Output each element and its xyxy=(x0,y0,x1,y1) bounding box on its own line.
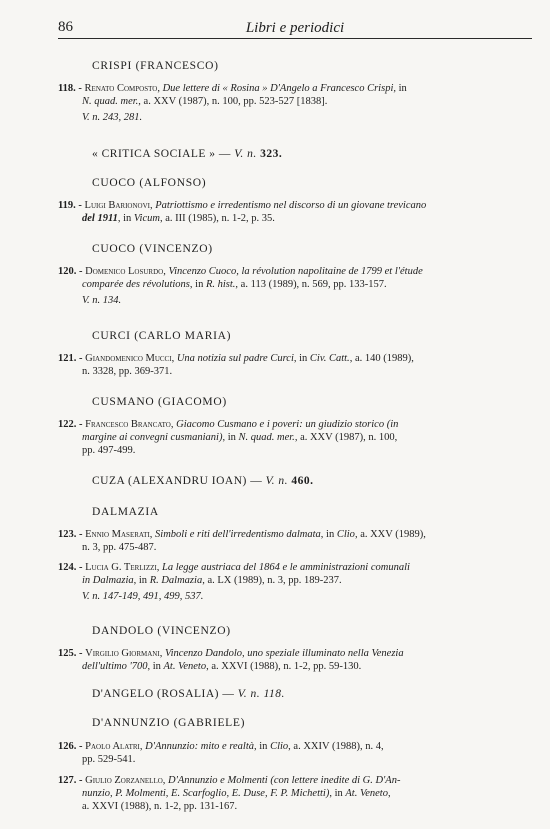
text-run: , xyxy=(159,648,165,659)
entry-line xyxy=(58,800,530,813)
text-run: Civ. Catt. xyxy=(309,353,350,364)
text-run: Ennio Maserati xyxy=(85,529,150,540)
entry-line xyxy=(58,561,530,574)
text-run: 121. - xyxy=(58,353,86,364)
section-heading: CUOCO (ALFONSO) xyxy=(92,177,207,189)
text-run: , a. 140 (1989), xyxy=(349,353,414,364)
text-run: N. quad. mer. xyxy=(82,96,139,107)
section-heading: DANDOLO (VINCENZO) xyxy=(92,625,231,637)
text-run: in xyxy=(395,83,407,94)
text-run: V. n. xyxy=(265,475,292,487)
text-run: « CRITICA SOCIALE » — xyxy=(92,148,235,160)
text-run: 118. xyxy=(263,688,285,700)
text-run: , xyxy=(157,83,163,94)
entry-line xyxy=(58,541,530,554)
text-run: Vincenzo Dandolo, uno speziale illuminato nella Venezia xyxy=(164,648,404,659)
text-run: D'Annunzio: mito e realtà xyxy=(145,741,255,752)
entry-line xyxy=(58,431,530,444)
text-run: , in xyxy=(147,661,164,672)
entry-line xyxy=(58,660,530,673)
see-also-line xyxy=(58,111,530,124)
running-title: Libri e periodici xyxy=(245,20,345,36)
entry-line xyxy=(58,365,530,378)
page-number: 86 xyxy=(58,19,73,35)
bibliography-entry xyxy=(58,199,530,225)
text-run: Lucia G. Terlizzi xyxy=(85,562,157,573)
entry-line xyxy=(58,265,530,278)
entry-line xyxy=(58,740,530,753)
text-run: At. Veneto xyxy=(345,788,388,799)
bibliography-entry xyxy=(58,740,530,766)
text-run: 460. xyxy=(291,475,314,487)
text-run: , a. XXV (1989), xyxy=(354,529,426,540)
text-run: Una notizia sul padre Curci xyxy=(176,353,294,364)
bibliography-entry xyxy=(58,528,530,554)
text-run: R. Dalmazia xyxy=(149,575,203,586)
text-run: Luigi Barionovi xyxy=(84,200,150,211)
bibliography-entry xyxy=(58,82,530,124)
text-run: , xyxy=(170,419,177,430)
text-run: , in xyxy=(117,213,134,224)
text-run: pp. 529-541. xyxy=(82,754,136,765)
text-run: , a. 113 (1989), n. 569, pp. 133-157. xyxy=(235,279,387,290)
text-run: Due lettere di « Rosina » D'Angelo a Francesco Crispi, xyxy=(162,83,396,94)
text-run: , xyxy=(387,788,391,799)
entry-line xyxy=(58,95,530,108)
text-run: , in xyxy=(133,575,150,586)
text-run: V. n. 243, 281. xyxy=(82,112,143,123)
text-run: , xyxy=(156,562,163,573)
text-run: Giulio Zorzanello xyxy=(85,775,163,786)
section-heading: DALMAZIA xyxy=(92,506,159,518)
entry-line xyxy=(58,352,530,365)
text-run: CUZA (ALEXANDRU IOAN) — xyxy=(92,475,266,487)
text-run: 119. - xyxy=(58,200,85,211)
text-run: nunzio, P. Molmenti, E. Scarfoglio, E. Duse, F. P. Michetti) xyxy=(82,788,330,799)
text-run: , a. XXV (1987), n. 100, pp. 523-527 [1838]. xyxy=(138,96,328,107)
entry-line xyxy=(58,574,530,587)
text-run: n. 3328, pp. 369-371. xyxy=(82,366,173,377)
text-run: , a. XXIV (1988), n. 4, xyxy=(288,741,384,752)
text-run: La legge austriaca del 1864 e le amministrazioni comunali xyxy=(162,562,410,573)
text-run: N. quad. mer. xyxy=(238,432,295,443)
bibliography-entry xyxy=(58,774,530,813)
text-run: , a. XXVI (1988), n. 1-2, pp. 59-130. xyxy=(206,661,362,672)
text-run: Patriottismo e irredentismo nel discorso di un giovane trevicano xyxy=(155,200,427,211)
text-run: , a. III (1985), n. 1-2, p. 35. xyxy=(159,213,275,224)
text-run: , in xyxy=(293,353,310,364)
entry-line xyxy=(58,774,530,787)
text-run: 124. - xyxy=(58,562,86,573)
cross-reference xyxy=(92,148,282,160)
entry-line xyxy=(58,212,530,225)
text-run: 126. - xyxy=(58,741,86,752)
text-run: , in xyxy=(320,529,337,540)
text-run: Virgilio Giormani xyxy=(85,648,160,659)
see-also-line xyxy=(58,294,530,307)
section-heading: CUOCO (VINCENZO) xyxy=(92,243,213,255)
text-run: D'Annunzio e Molmenti (con lettere inedite di G. D'An- xyxy=(168,775,401,786)
text-run: , in xyxy=(254,741,271,752)
entry-line xyxy=(58,647,530,660)
text-run: Giandomenico Mucci xyxy=(85,353,172,364)
section-heading: CURCI (CARLO MARIA) xyxy=(92,330,232,342)
text-run: At. Veneto xyxy=(163,661,207,672)
text-run: , a. LX (1989), n. 3, pp. 189-237. xyxy=(202,575,342,586)
text-run: 122. - xyxy=(58,419,86,430)
text-run: in Dalmazia xyxy=(82,575,134,586)
cross-reference xyxy=(92,475,314,487)
section-heading: D'ANNUNZIO (GABRIELE) xyxy=(92,717,246,729)
text-run: R. hist. xyxy=(205,279,236,290)
text-run: , xyxy=(139,741,146,752)
text-run: n. 3, pp. 475-487. xyxy=(82,542,157,553)
text-run: Renato Composto xyxy=(84,83,158,94)
bibliography-entry xyxy=(58,647,530,673)
text-run: 120. - xyxy=(58,266,86,277)
section-heading: CRISPI (FRANCESCO) xyxy=(92,60,219,72)
text-run: Vicum xyxy=(133,213,160,224)
text-run: Clio xyxy=(336,529,355,540)
bibliography-entry xyxy=(58,561,530,603)
text-run: comparée des révolutions xyxy=(82,279,190,290)
text-run: del 1911 xyxy=(82,213,118,224)
entry-line xyxy=(58,199,530,212)
text-run: , xyxy=(149,529,156,540)
text-run: a. XXVI (1988), n. 1-2, pp. 131-167. xyxy=(82,801,238,812)
entry-line xyxy=(58,418,530,431)
bibliography-entry xyxy=(58,418,530,457)
text-run: 123. - xyxy=(58,529,86,540)
text-run: dell'ultimo '700 xyxy=(82,661,148,672)
text-run: , in xyxy=(222,432,239,443)
text-run: V. n. xyxy=(237,688,264,700)
text-run: D'ANGELO (ROSALIA) — xyxy=(92,688,238,700)
text-run: V. n. xyxy=(234,148,261,160)
text-run: 118. - xyxy=(58,83,85,94)
see-also-line xyxy=(58,590,530,603)
text-run: , in xyxy=(189,279,206,290)
text-run: 127. - xyxy=(58,775,86,786)
entry-line xyxy=(58,753,530,766)
text-run: , xyxy=(163,266,169,277)
text-run: 125. - xyxy=(58,648,86,659)
entry-line xyxy=(58,444,530,457)
text-run: Giacomo Cusmano e i poveri: un giudizio storico (in xyxy=(176,419,399,430)
text-run: , xyxy=(149,200,156,211)
text-run: Clio xyxy=(270,741,289,752)
text-run: , in xyxy=(329,788,346,799)
text-run: V. n. 147-149, 491, 499, 537. xyxy=(82,591,204,602)
text-run: Paolo Alatri xyxy=(85,741,140,752)
section-heading: CUSMANO (GIACOMO) xyxy=(92,396,227,408)
text-run: Simboli e riti dell'irredentismo dalmata xyxy=(155,529,321,540)
text-run: Francesco Brancato xyxy=(85,419,171,430)
text-run: V. n. 134. xyxy=(82,295,122,306)
entry-line xyxy=(58,528,530,541)
text-run: , xyxy=(171,353,177,364)
cross-reference xyxy=(92,688,285,700)
bibliography-entry xyxy=(58,265,530,307)
entry-line xyxy=(58,278,530,291)
text-run: Domenico Losurdo xyxy=(85,266,164,277)
text-run: pp. 497-499. xyxy=(82,445,136,456)
entry-line xyxy=(58,82,530,95)
entry-line xyxy=(58,787,530,800)
text-run: , a. XXV (1987), n. 100, xyxy=(294,432,398,443)
text-run: , xyxy=(162,775,169,786)
text-run: Vincenzo Cuoco, la révolution napolitaine de 1799 et l'étude xyxy=(168,266,423,277)
text-run: 323. xyxy=(260,148,283,160)
bibliography-entry xyxy=(58,352,530,378)
running-header xyxy=(58,18,532,39)
text-run: margine ai convegni cusmaniani) xyxy=(82,432,223,443)
